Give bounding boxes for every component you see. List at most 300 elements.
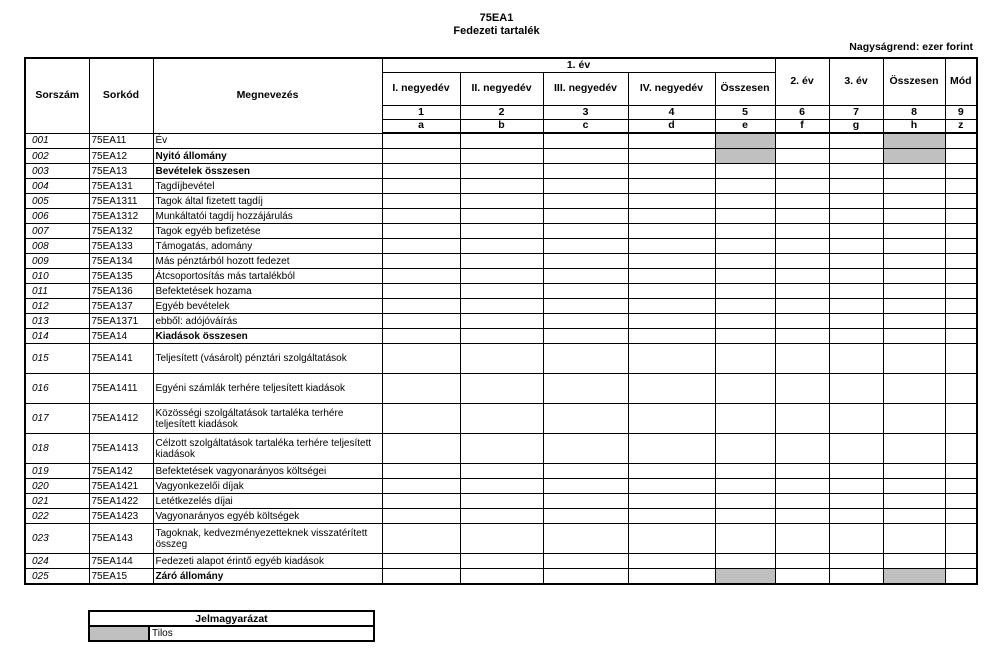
row-megnevezes: Záró állomány xyxy=(153,569,382,585)
value-cell[interactable] xyxy=(829,554,883,569)
value-cell[interactable] xyxy=(883,209,945,224)
value-cell[interactable] xyxy=(382,269,460,284)
value-cell[interactable] xyxy=(883,269,945,284)
row-sorkod: 75EA144 xyxy=(89,554,153,569)
value-cell[interactable] xyxy=(715,299,775,314)
value-cell[interactable] xyxy=(460,179,543,194)
value-cell[interactable] xyxy=(945,329,977,344)
value-cell[interactable] xyxy=(829,194,883,209)
value-cell[interactable] xyxy=(945,209,977,224)
value-cell[interactable] xyxy=(775,284,829,299)
value-cell[interactable] xyxy=(543,509,628,524)
value-cell[interactable] xyxy=(945,314,977,329)
value-cell[interactable] xyxy=(628,554,715,569)
value-cell[interactable] xyxy=(883,299,945,314)
col-number: 6 xyxy=(775,105,829,119)
value-cell[interactable] xyxy=(775,149,829,164)
value-cell[interactable] xyxy=(883,329,945,344)
value-cell[interactable] xyxy=(715,404,775,434)
value-cell[interactable] xyxy=(382,344,460,374)
value-cell[interactable] xyxy=(945,434,977,464)
value-cell[interactable] xyxy=(775,464,829,479)
value-cell[interactable] xyxy=(382,133,460,149)
legend xyxy=(88,610,375,642)
value-cell[interactable] xyxy=(715,254,775,269)
value-cell[interactable] xyxy=(460,284,543,299)
value-cell[interactable] xyxy=(382,194,460,209)
value-cell[interactable] xyxy=(460,554,543,569)
row-sorkod: 75EA1312 xyxy=(89,209,153,224)
value-cell[interactable] xyxy=(945,194,977,209)
value-cell[interactable] xyxy=(715,194,775,209)
value-cell[interactable] xyxy=(460,194,543,209)
value-cell[interactable] xyxy=(543,284,628,299)
table-row xyxy=(25,224,977,239)
value-cell[interactable] xyxy=(829,479,883,494)
legend-item: Tilos xyxy=(149,626,374,641)
value-cell[interactable] xyxy=(883,224,945,239)
value-cell[interactable] xyxy=(945,179,977,194)
row-sorszam: 015 xyxy=(25,344,89,374)
value-cell[interactable] xyxy=(829,299,883,314)
table-row xyxy=(25,434,977,464)
value-cell[interactable] xyxy=(883,434,945,464)
value-cell[interactable] xyxy=(628,569,715,585)
value-cell[interactable] xyxy=(628,254,715,269)
value-cell[interactable] xyxy=(829,524,883,554)
value-cell[interactable] xyxy=(883,164,945,179)
value-cell[interactable] xyxy=(775,479,829,494)
value-cell[interactable] xyxy=(883,314,945,329)
value-cell[interactable] xyxy=(883,284,945,299)
value-cell[interactable] xyxy=(829,509,883,524)
row-sorszam: 017 xyxy=(25,404,89,434)
row-sorkod: 75EA1421 xyxy=(89,479,153,494)
value-cell[interactable] xyxy=(775,194,829,209)
value-cell[interactable] xyxy=(460,299,543,314)
value-cell[interactable] xyxy=(829,464,883,479)
value-cell[interactable] xyxy=(382,329,460,344)
value-cell[interactable] xyxy=(775,224,829,239)
row-sorkod: 75EA1371 xyxy=(89,314,153,329)
col-number: 3 xyxy=(543,105,628,119)
value-cell[interactable] xyxy=(829,314,883,329)
value-cell[interactable] xyxy=(775,509,829,524)
value-cell[interactable] xyxy=(628,329,715,344)
value-cell[interactable] xyxy=(543,133,628,149)
value-cell[interactable] xyxy=(382,479,460,494)
table-row xyxy=(25,149,977,164)
row-sorkod: 75EA1423 xyxy=(89,509,153,524)
value-cell[interactable] xyxy=(883,254,945,269)
row-megnevezes: Átcsoportosítás más tartalékból xyxy=(153,269,382,284)
table-row xyxy=(25,133,977,149)
value-cell[interactable] xyxy=(775,269,829,284)
value-cell[interactable] xyxy=(628,194,715,209)
table-row xyxy=(25,344,977,374)
value-cell[interactable] xyxy=(628,374,715,404)
col-sorszam: Sorszám xyxy=(25,58,89,133)
value-cell[interactable] xyxy=(382,149,460,164)
value-cell[interactable] xyxy=(628,509,715,524)
value-cell[interactable] xyxy=(628,209,715,224)
row-megnevezes: Letétkezelés díjai xyxy=(153,494,382,509)
row-megnevezes: Bevételek összesen xyxy=(153,164,382,179)
row-megnevezes: Más pénztárból hozott fedezet xyxy=(153,254,382,269)
value-cell[interactable] xyxy=(883,404,945,434)
row-sorkod: 75EA134 xyxy=(89,254,153,269)
value-cell[interactable] xyxy=(775,569,829,585)
value-cell[interactable] xyxy=(775,434,829,464)
value-cell[interactable] xyxy=(775,133,829,149)
value-cell[interactable] xyxy=(382,164,460,179)
table-row xyxy=(25,209,977,224)
value-cell[interactable] xyxy=(460,344,543,374)
row-sorkod: 75EA141 xyxy=(89,344,153,374)
value-cell[interactable] xyxy=(775,404,829,434)
value-cell[interactable] xyxy=(382,284,460,299)
value-cell[interactable] xyxy=(775,179,829,194)
value-cell[interactable] xyxy=(715,239,775,254)
value-cell[interactable] xyxy=(382,569,460,585)
table-row xyxy=(25,239,977,254)
value-cell[interactable] xyxy=(775,494,829,509)
row-sorkod: 75EA1411 xyxy=(89,374,153,404)
value-cell[interactable] xyxy=(945,404,977,434)
value-cell[interactable] xyxy=(628,479,715,494)
value-cell[interactable] xyxy=(829,569,883,585)
value-cell[interactable] xyxy=(460,254,543,269)
value-cell[interactable] xyxy=(945,284,977,299)
value-cell[interactable] xyxy=(460,149,543,164)
value-cell[interactable] xyxy=(543,164,628,179)
value-cell[interactable] xyxy=(543,299,628,314)
value-cell[interactable] xyxy=(829,254,883,269)
row-megnevezes: Befektetések vagyonarányos költségei xyxy=(153,464,382,479)
value-cell[interactable] xyxy=(628,299,715,314)
value-cell[interactable] xyxy=(883,194,945,209)
value-cell[interactable] xyxy=(543,554,628,569)
value-cell[interactable] xyxy=(775,254,829,269)
value-cell[interactable] xyxy=(460,404,543,434)
value-cell[interactable] xyxy=(628,269,715,284)
value-cell[interactable] xyxy=(829,344,883,374)
form-code: 75EA1 xyxy=(479,12,514,24)
value-cell[interactable] xyxy=(945,224,977,239)
value-cell[interactable] xyxy=(715,344,775,374)
value-cell[interactable] xyxy=(460,374,543,404)
value-cell[interactable] xyxy=(715,524,775,554)
row-sorszam: 018 xyxy=(25,434,89,464)
value-cell[interactable] xyxy=(715,494,775,509)
value-cell[interactable] xyxy=(543,224,628,239)
value-cell[interactable] xyxy=(715,224,775,239)
row-sorszam: 021 xyxy=(25,494,89,509)
row-sorszam: 006 xyxy=(25,209,89,224)
value-cell[interactable] xyxy=(775,524,829,554)
row-sorkod: 75EA133 xyxy=(89,239,153,254)
value-cell[interactable] xyxy=(715,509,775,524)
value-cell[interactable] xyxy=(715,209,775,224)
value-cell[interactable] xyxy=(715,164,775,179)
value-cell[interactable] xyxy=(543,434,628,464)
col-letter: e xyxy=(715,119,775,133)
value-cell[interactable] xyxy=(382,464,460,479)
col-number: 7 xyxy=(829,105,883,119)
value-cell[interactable] xyxy=(382,434,460,464)
value-cell[interactable] xyxy=(382,374,460,404)
value-cell[interactable] xyxy=(775,554,829,569)
value-cell[interactable] xyxy=(945,239,977,254)
value-cell[interactable] xyxy=(543,524,628,554)
table-row xyxy=(25,164,977,179)
value-cell[interactable] xyxy=(382,239,460,254)
row-megnevezes: Tagok egyéb befizetése xyxy=(153,224,382,239)
row-sorszam: 022 xyxy=(25,509,89,524)
forbidden-cell xyxy=(883,149,945,164)
col-number: 1 xyxy=(382,105,460,119)
value-cell[interactable] xyxy=(945,344,977,374)
value-cell[interactable] xyxy=(715,314,775,329)
value-cell[interactable] xyxy=(543,569,628,585)
value-cell[interactable] xyxy=(543,314,628,329)
forbidden-cell xyxy=(715,569,775,585)
value-cell[interactable] xyxy=(829,434,883,464)
value-cell[interactable] xyxy=(715,374,775,404)
value-cell[interactable] xyxy=(543,494,628,509)
table-row xyxy=(25,299,977,314)
value-cell[interactable] xyxy=(829,209,883,224)
value-cell[interactable] xyxy=(460,464,543,479)
value-cell[interactable] xyxy=(628,149,715,164)
row-sorkod: 75EA132 xyxy=(89,224,153,239)
col-q3: III. negyedév xyxy=(543,72,628,105)
value-cell[interactable] xyxy=(883,509,945,524)
value-cell[interactable] xyxy=(883,554,945,569)
col-q4: IV. negyedév xyxy=(628,72,715,105)
value-cell[interactable] xyxy=(945,299,977,314)
value-cell[interactable] xyxy=(460,164,543,179)
value-cell[interactable] xyxy=(829,404,883,434)
row-sorkod: 75EA1413 xyxy=(89,434,153,464)
value-cell[interactable] xyxy=(460,224,543,239)
value-cell[interactable] xyxy=(382,404,460,434)
value-cell[interactable] xyxy=(543,269,628,284)
value-cell[interactable] xyxy=(715,284,775,299)
value-cell[interactable] xyxy=(775,374,829,404)
value-cell[interactable] xyxy=(775,164,829,179)
value-cell[interactable] xyxy=(775,209,829,224)
value-cell[interactable] xyxy=(945,464,977,479)
value-cell[interactable] xyxy=(460,269,543,284)
value-cell[interactable] xyxy=(460,434,543,464)
value-cell[interactable] xyxy=(382,554,460,569)
value-cell[interactable] xyxy=(883,239,945,254)
value-cell[interactable] xyxy=(945,374,977,404)
value-cell[interactable] xyxy=(460,524,543,554)
value-cell[interactable] xyxy=(829,149,883,164)
row-megnevezes: Egyéb bevételek xyxy=(153,299,382,314)
value-cell[interactable] xyxy=(628,464,715,479)
value-cell[interactable] xyxy=(543,254,628,269)
row-megnevezes: Vagyonarányos egyéb költségek xyxy=(153,509,382,524)
value-cell[interactable] xyxy=(945,479,977,494)
value-cell[interactable] xyxy=(829,133,883,149)
value-cell[interactable] xyxy=(715,179,775,194)
value-cell[interactable] xyxy=(829,239,883,254)
value-cell[interactable] xyxy=(883,464,945,479)
value-cell[interactable] xyxy=(883,479,945,494)
value-cell[interactable] xyxy=(460,239,543,254)
row-sorszam: 011 xyxy=(25,284,89,299)
value-cell[interactable] xyxy=(628,284,715,299)
row-sorkod: 75EA1412 xyxy=(89,404,153,434)
value-cell[interactable] xyxy=(543,329,628,344)
table-row xyxy=(25,314,977,329)
value-cell[interactable] xyxy=(829,224,883,239)
value-cell[interactable] xyxy=(883,374,945,404)
value-cell[interactable] xyxy=(829,329,883,344)
value-cell[interactable] xyxy=(945,509,977,524)
value-cell[interactable] xyxy=(382,179,460,194)
value-cell[interactable] xyxy=(543,464,628,479)
row-sorkod: 75EA12 xyxy=(89,149,153,164)
col-year2: 2. év xyxy=(775,58,829,105)
value-cell[interactable] xyxy=(628,224,715,239)
value-cell[interactable] xyxy=(715,329,775,344)
value-cell[interactable] xyxy=(628,434,715,464)
row-sorkod: 75EA135 xyxy=(89,269,153,284)
row-megnevezes: Egyéni számlák terhére teljesített kiadások xyxy=(153,374,382,404)
row-megnevezes: Tagdíjbevétel xyxy=(153,179,382,194)
value-cell[interactable] xyxy=(775,314,829,329)
value-cell[interactable] xyxy=(945,524,977,554)
value-cell[interactable] xyxy=(543,479,628,494)
table-row xyxy=(25,464,977,479)
row-megnevezes: Célzott szolgáltatások tartaléka terhére teljesített kiadások xyxy=(153,434,382,464)
value-cell[interactable] xyxy=(628,404,715,434)
value-cell[interactable] xyxy=(382,224,460,239)
value-cell[interactable] xyxy=(460,209,543,224)
row-sorszam: 001 xyxy=(25,133,89,149)
value-cell[interactable] xyxy=(945,254,977,269)
value-cell[interactable] xyxy=(715,479,775,494)
value-cell[interactable] xyxy=(883,179,945,194)
value-cell[interactable] xyxy=(543,239,628,254)
row-sorkod: 75EA131 xyxy=(89,179,153,194)
value-cell[interactable] xyxy=(382,524,460,554)
value-cell[interactable] xyxy=(945,269,977,284)
col-sorkod: Sorkód xyxy=(89,58,153,133)
col-letter: d xyxy=(628,119,715,133)
row-sorkod: 75EA136 xyxy=(89,284,153,299)
value-cell[interactable] xyxy=(382,494,460,509)
value-cell[interactable] xyxy=(829,269,883,284)
col-letter: g xyxy=(829,119,883,133)
col-ossz2: Összesen xyxy=(883,58,945,105)
value-cell[interactable] xyxy=(715,434,775,464)
value-cell[interactable] xyxy=(829,374,883,404)
col-letter: b xyxy=(460,119,543,133)
col-letter: a xyxy=(382,119,460,133)
value-cell[interactable] xyxy=(628,179,715,194)
value-cell[interactable] xyxy=(829,164,883,179)
row-sorszam: 019 xyxy=(25,464,89,479)
value-cell[interactable] xyxy=(628,344,715,374)
value-cell[interactable] xyxy=(628,314,715,329)
value-cell[interactable] xyxy=(543,194,628,209)
value-cell[interactable] xyxy=(945,554,977,569)
value-cell[interactable] xyxy=(460,314,543,329)
value-cell[interactable] xyxy=(460,569,543,585)
row-sorkod: 75EA11 xyxy=(89,133,153,149)
value-cell[interactable] xyxy=(460,479,543,494)
value-cell[interactable] xyxy=(543,404,628,434)
value-cell[interactable] xyxy=(543,209,628,224)
value-cell[interactable] xyxy=(883,494,945,509)
value-cell[interactable] xyxy=(460,329,543,344)
value-cell[interactable] xyxy=(382,299,460,314)
value-cell[interactable] xyxy=(775,344,829,374)
value-cell[interactable] xyxy=(883,344,945,374)
value-cell[interactable] xyxy=(543,179,628,194)
value-cell[interactable] xyxy=(715,554,775,569)
data-table xyxy=(24,57,978,585)
forbidden-cell xyxy=(883,133,945,149)
table-row xyxy=(25,254,977,269)
value-cell[interactable] xyxy=(829,179,883,194)
value-cell[interactable] xyxy=(628,524,715,554)
value-cell[interactable] xyxy=(382,209,460,224)
value-cell[interactable] xyxy=(543,149,628,164)
row-sorszam: 002 xyxy=(25,149,89,164)
col-letter: z xyxy=(945,119,977,133)
value-cell[interactable] xyxy=(775,329,829,344)
value-cell[interactable] xyxy=(945,133,977,149)
value-cell[interactable] xyxy=(460,509,543,524)
value-cell[interactable] xyxy=(775,239,829,254)
value-cell[interactable] xyxy=(945,149,977,164)
value-cell[interactable] xyxy=(775,299,829,314)
value-cell[interactable] xyxy=(460,494,543,509)
value-cell[interactable] xyxy=(715,269,775,284)
value-cell[interactable] xyxy=(628,239,715,254)
forbidden-cell xyxy=(715,149,775,164)
value-cell[interactable] xyxy=(543,374,628,404)
legend-title: Jelmagyarázat xyxy=(89,611,374,626)
value-cell[interactable] xyxy=(829,494,883,509)
table-row xyxy=(25,524,977,554)
value-cell[interactable] xyxy=(382,509,460,524)
row-sorszam: 020 xyxy=(25,479,89,494)
value-cell[interactable] xyxy=(382,254,460,269)
value-cell[interactable] xyxy=(945,494,977,509)
value-cell[interactable] xyxy=(628,133,715,149)
value-cell[interactable] xyxy=(382,314,460,329)
value-cell[interactable] xyxy=(829,284,883,299)
col-year1: 1. év xyxy=(382,58,775,72)
value-cell[interactable] xyxy=(945,164,977,179)
value-cell[interactable] xyxy=(460,133,543,149)
value-cell[interactable] xyxy=(628,494,715,509)
value-cell[interactable] xyxy=(715,464,775,479)
value-cell[interactable] xyxy=(543,344,628,374)
value-cell[interactable] xyxy=(883,524,945,554)
col-letter: c xyxy=(543,119,628,133)
forbidden-cell xyxy=(715,133,775,149)
value-cell[interactable] xyxy=(945,569,977,585)
value-cell[interactable] xyxy=(628,164,715,179)
